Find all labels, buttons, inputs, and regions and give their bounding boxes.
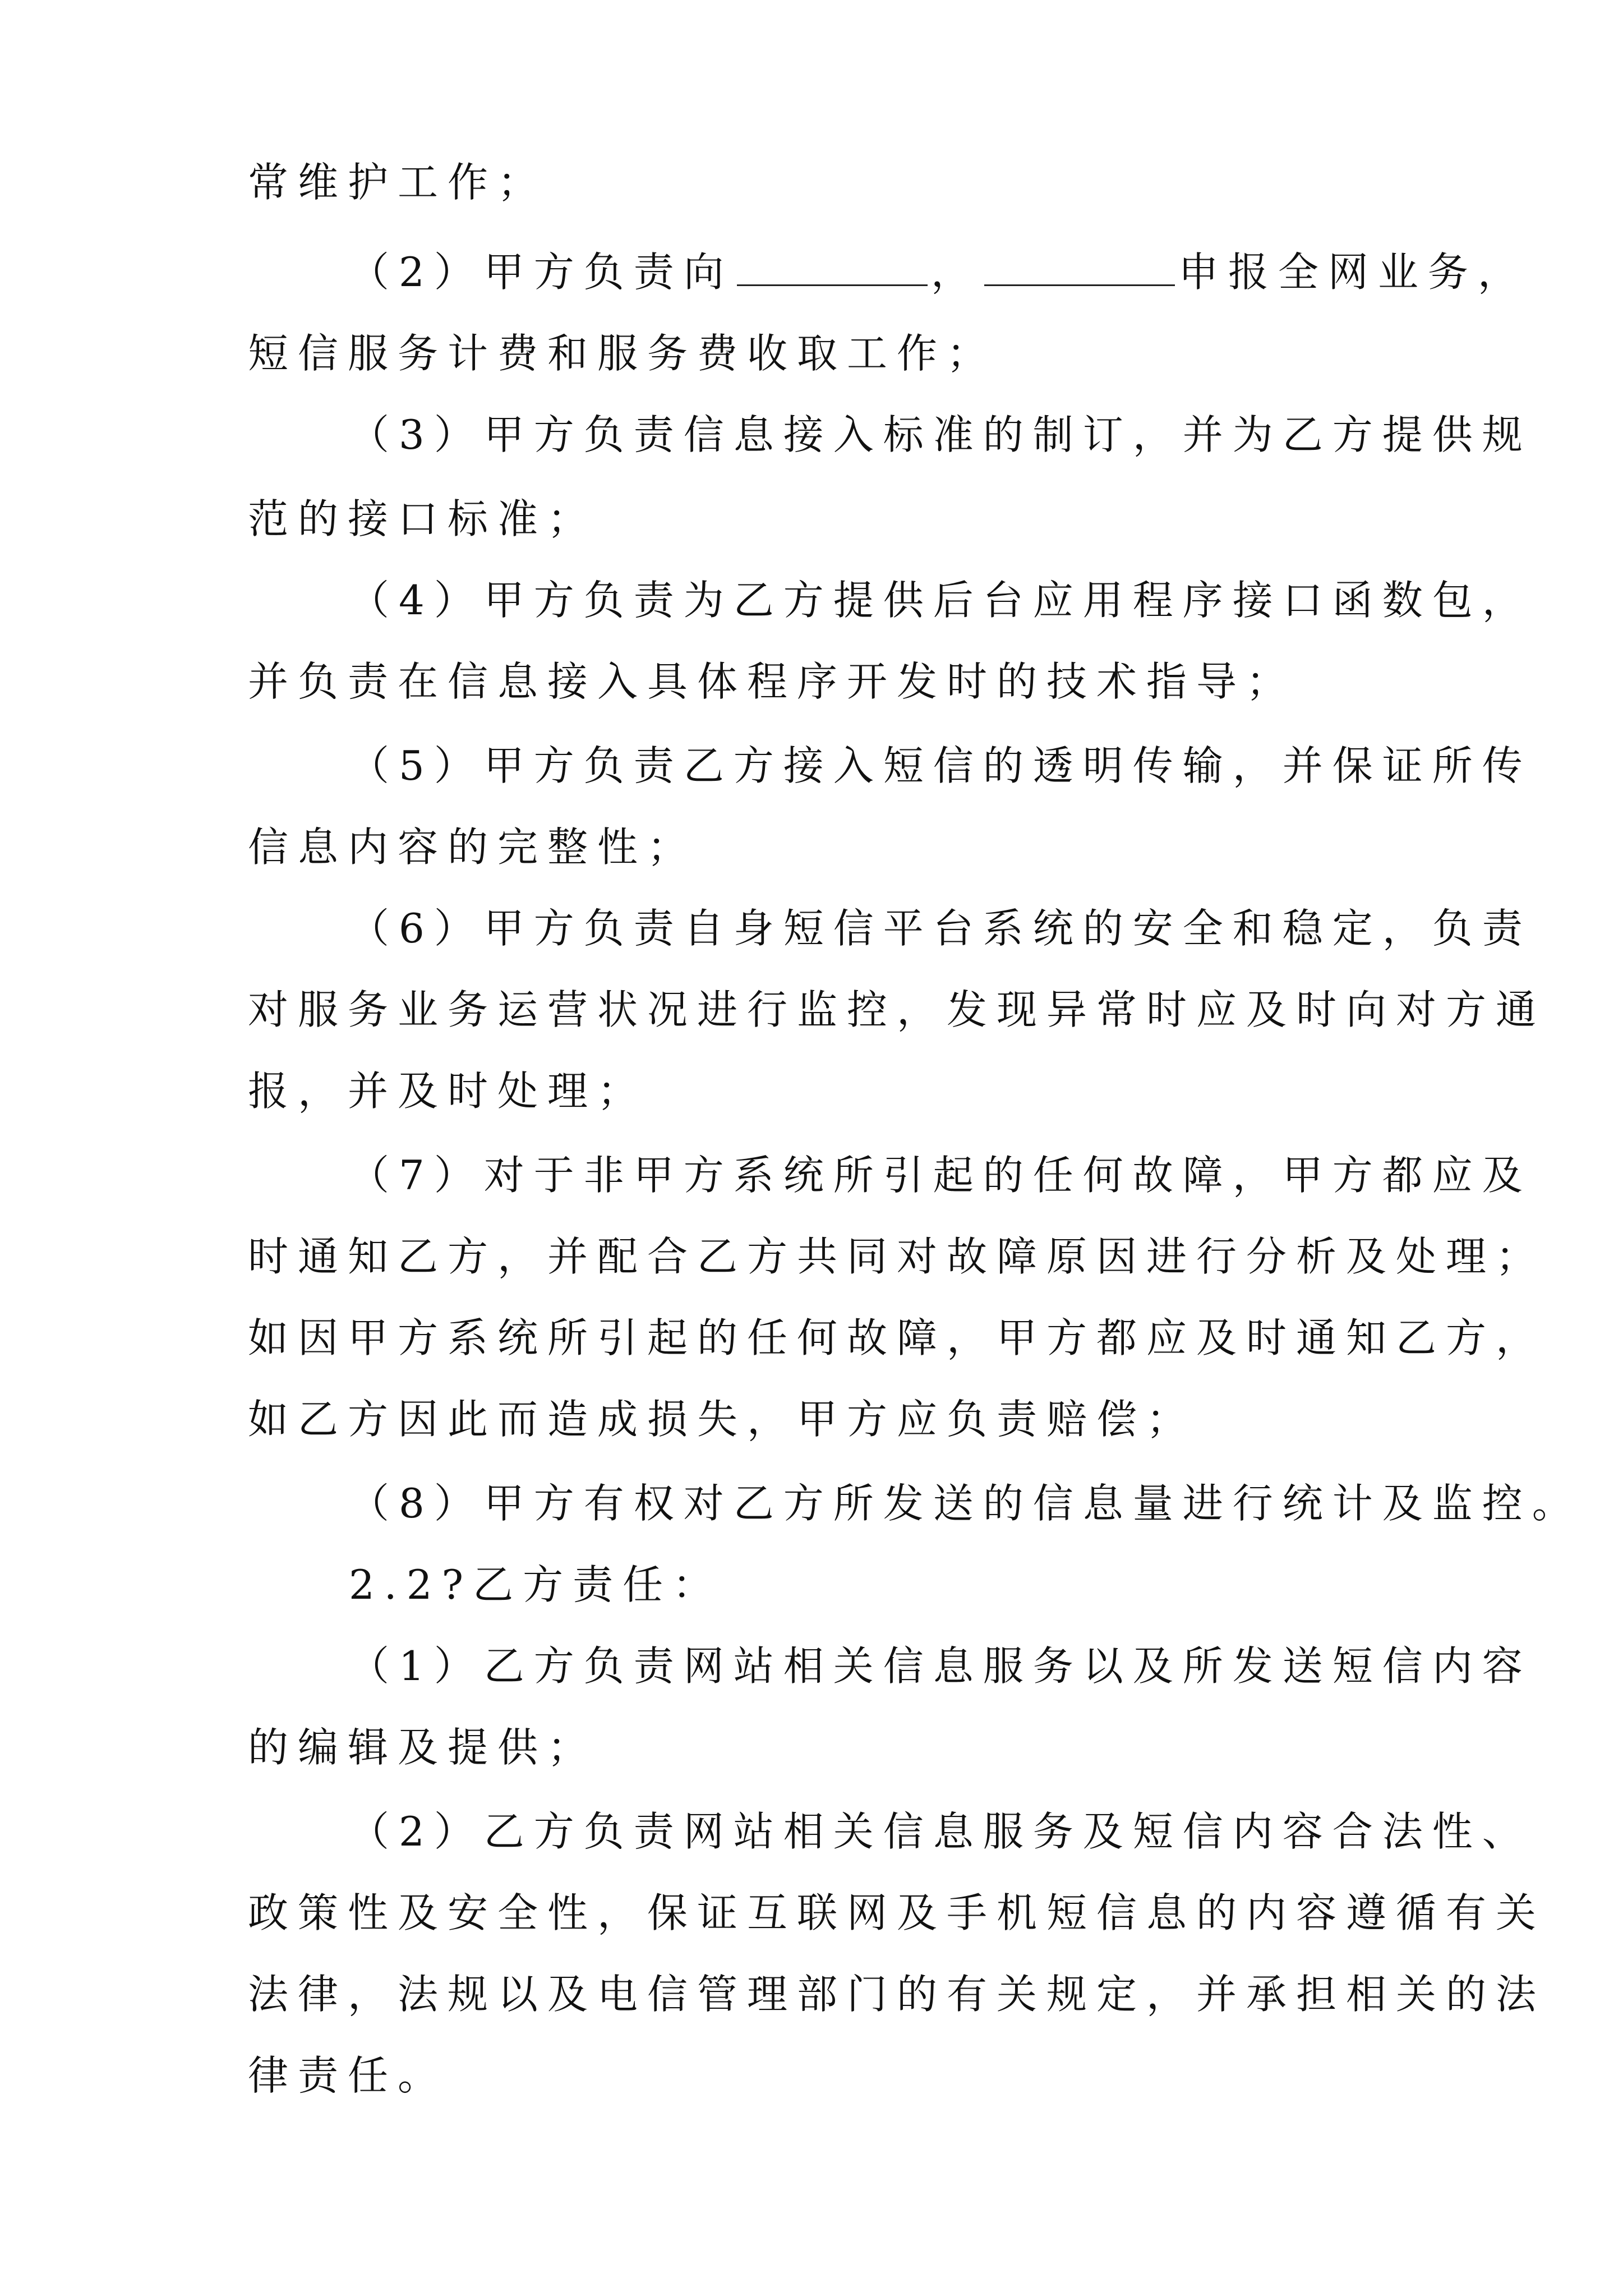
line-text: （3）甲方负责信息接入标准的制订，并为乙方提供规 [349, 411, 1532, 458]
line-text: 报，并及时处理； [248, 1068, 648, 1115]
document-line [349, 247, 1528, 297]
document-line [248, 494, 597, 544]
line-text: （7）对于非甲方系统所引起的任何故障，甲方都应及 [349, 1152, 1532, 1199]
line-text: （2）乙方负责网站相关信息服务及短信内容合法性、 [349, 1808, 1532, 1855]
line-text: （6）甲方负责自身短信平台系统的安全和稳定，负责 [349, 905, 1532, 952]
fill-in-blank [984, 251, 1175, 286]
line-text: （2）甲方负责向 [349, 249, 734, 296]
line-text: 并负责在信息接入具体程序开发时的技术指导； [248, 658, 1297, 705]
line-text: （1）乙方负责网站相关信息服务以及所发送短信内容 [349, 1642, 1532, 1690]
document-line [248, 1394, 1196, 1444]
line-text: 短信服务计费和服务费收取工作； [248, 330, 997, 377]
document-line [349, 1806, 1532, 1857]
document-line [248, 1066, 647, 1116]
document-line [248, 1722, 597, 1773]
document-line [248, 157, 547, 208]
line-text: （8）甲方有权对乙方所发送的信息量进行统计及监控。 [349, 1480, 1582, 1527]
document-line [248, 984, 1546, 1035]
document-line [349, 903, 1532, 954]
line-text: 对服务业务运营状况进行监控，发现异常时应及时向对方通 [248, 986, 1546, 1033]
fill-in-blank [737, 251, 928, 286]
line-text: 范的接口标准； [248, 495, 598, 542]
line-text: 律责任。 [248, 2052, 448, 2099]
document-line [248, 1969, 1546, 2019]
document-line [248, 656, 1296, 707]
line-text: 时通知乙方，并配合乙方共同对故障原因进行分析及处理； [248, 1233, 1546, 1280]
document-line [248, 2050, 448, 2101]
document-line [248, 822, 697, 872]
line-text: 的编辑及提供； [248, 1724, 598, 1771]
line-text: 申报全网业务， [1178, 249, 1528, 296]
line-text: 如乙方因此而造成损失，甲方应负责赔偿； [248, 1396, 1197, 1443]
document-line [248, 1313, 1546, 1363]
document-line [248, 328, 997, 379]
document-line [349, 1641, 1532, 1691]
line-text: 信息内容的完整性； [248, 823, 698, 871]
document-line [349, 1478, 1582, 1529]
document-line [349, 409, 1532, 460]
document-line [349, 1559, 722, 1610]
line-text: 2.2?乙方责任： [349, 1561, 723, 1608]
line-text: 如因甲方系统所引起的任何故障，甲方都应及时通知乙方， [248, 1314, 1546, 1361]
line-text: 法律，法规以及电信管理部门的有关规定，并承担相关的法 [248, 1971, 1546, 2018]
line-text: （4）甲方负责为乙方提供后台应用程序接口函数包， [349, 577, 1532, 624]
line-text: ， [930, 249, 981, 296]
line-text: 常维护工作； [248, 159, 548, 206]
document-line [248, 1888, 1546, 1938]
document-line [349, 740, 1532, 791]
document-line [349, 575, 1532, 625]
line-text: （5）甲方负责乙方接入短信的透明传输，并保证所传 [349, 742, 1532, 789]
document-line [248, 1231, 1546, 1282]
document-line [349, 1150, 1532, 1200]
line-text: 政策性及安全性，保证互联网及手机短信息的内容遵循有关 [248, 1889, 1546, 1936]
